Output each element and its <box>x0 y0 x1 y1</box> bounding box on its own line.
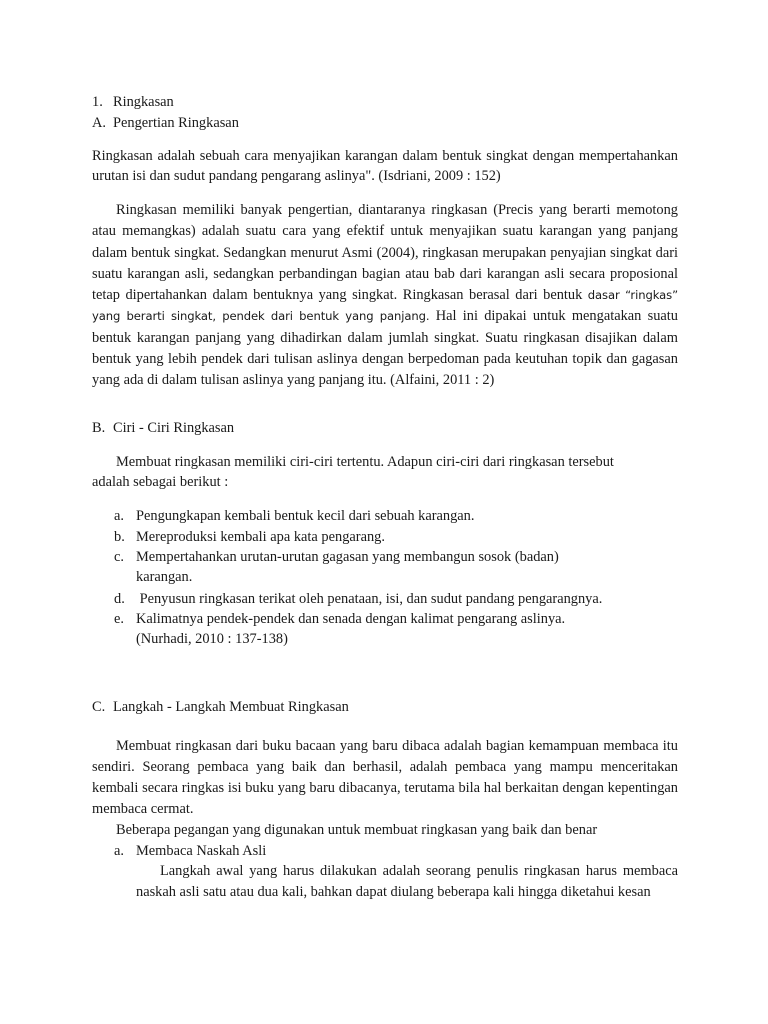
paragraph-langkah-intro: Membuat ringkasan dari buku bacaan yang baru dibaca adalah bagian kemampuan membaca itu sendiri. Seorang pembaca yang baik dan berhasil, adalah pembaca yang mampu menceritakan kembali secara ringkas isi buku yang baru dibacanya, terutama bila hal berkaitan dengan kepentingan membaca cermat. <box>92 738 678 818</box>
list-text: Kalimatnya pendek-pendek dan senada dengan kalimat pengarang aslinya. <box>136 611 566 627</box>
heading-ringkasan <box>92 92 678 112</box>
list-marker: e. <box>114 611 124 627</box>
subheading-membaca-naskah-asli <box>114 841 678 861</box>
heading-title: Pengertian Ringkasan <box>113 115 239 131</box>
heading-pengertian-ringkasan <box>92 113 678 133</box>
paragraph-text-sans: dasar “ringkas” yang berarti singkat, pendek dari bentuk yang panjang. <box>92 288 678 324</box>
heading-number: 1. <box>92 94 103 110</box>
citation: (Nurhadi, 2010 : 137-138) <box>136 631 288 648</box>
paragraph-membaca-naskah: Langkah awal yang harus dilakukan adalah seorang penulis ringkasan harus membaca naskah asli satu atau dua kali, bahkan dapat diulang beberapa kali hingga diketahui kesan <box>136 863 678 900</box>
list-marker: d. <box>114 591 125 607</box>
heading-langkah-langkah <box>92 697 678 717</box>
list-marker: c. <box>114 549 124 565</box>
paragraph-pengertian <box>92 200 678 392</box>
list-text: Penyusun ringkasan terikat oleh penataan, isi, dan sudut pandang pengarangnya. <box>136 591 603 607</box>
list-marker: b. <box>114 529 125 545</box>
list-body <box>136 547 559 587</box>
list-item <box>114 589 678 609</box>
paragraph-definition: Ringkasan adalah sebuah cara menyajikan karangan dalam bentuk singkat dengan mempertahankan urutan isi dan sudut pandang pengarang aslinya". (Isdriani, 2009 : 152) <box>92 148 678 184</box>
list-text: Mereproduksi kembali apa kata pengarang. <box>136 529 385 545</box>
list-item <box>114 527 678 547</box>
heading-ciri-ciri <box>92 418 678 438</box>
paragraph-ciri-intro <box>92 452 678 492</box>
list-text-continued: karangan. <box>136 569 193 586</box>
list-text: Pengungkapan kembali bentuk kecil dari sebuah karangan. <box>136 508 475 524</box>
heading-letter: C. <box>92 699 106 715</box>
list-item <box>114 609 678 649</box>
heading-title: Ciri - Ciri Ringkasan <box>113 420 235 436</box>
heading-title: Langkah - Langkah Membuat Ringkasan <box>113 699 349 715</box>
subheading-title: Membaca Naskah Asli <box>136 843 267 859</box>
list-item <box>114 547 678 587</box>
paragraph-text: Ringkasan memiliki banyak pengertian, diantaranya ringkasan (Precis yang berarti memotong atau memangkas) adalah suatu cara yang efektif untuk menyajikan suatu karangan yang panjang dalam bentuk singkat. Sedangkan menurut Asmi (2004), ringkasan merupakan penyajian singkat dari suatu karangan asli, sedangkan perbandingan bagian atau bab dari karangan asli secara proposional tetap dipertahankan dalam bentuknya yang singkat. Ringkasan berasal dari bentuk <box>92 202 678 304</box>
list-marker: a. <box>114 508 124 524</box>
list-text: Mempertahankan urutan-urutan gagasan yang membangun sosok (badan) <box>136 549 559 565</box>
list-marker: a. <box>114 843 124 859</box>
heading-letter: B. <box>92 420 106 436</box>
paragraph-line: adalah sebagai berikut : <box>92 474 229 491</box>
heading-letter: A. <box>92 115 106 131</box>
list-item <box>114 506 678 526</box>
heading-title: Ringkasan <box>113 94 174 110</box>
list-body <box>136 609 565 649</box>
paragraph-pegangan: Beberapa pegangan yang digunakan untuk membuat ringkasan yang baik dan benar <box>116 822 598 838</box>
paragraph-text: Hal ini dipakai untuk mengatakan suatu bentuk karangan panjang yang dihadirkan dalam jumlah singkat. Suatu ringkasan disajikan dalam bentuk yang lebih pendek dari tulisan aslinya dengan berpedoman pada keutuhan topik dan gagasan yang ada di dalam tulisan aslinya yang panjang itu. (Alfaini, 2011 : 2) <box>92 308 678 389</box>
paragraph-line: Membuat ringkasan memiliki ciri-ciri tertentu. Adapun ciri-ciri dari ringkasan tersebut <box>116 454 614 470</box>
